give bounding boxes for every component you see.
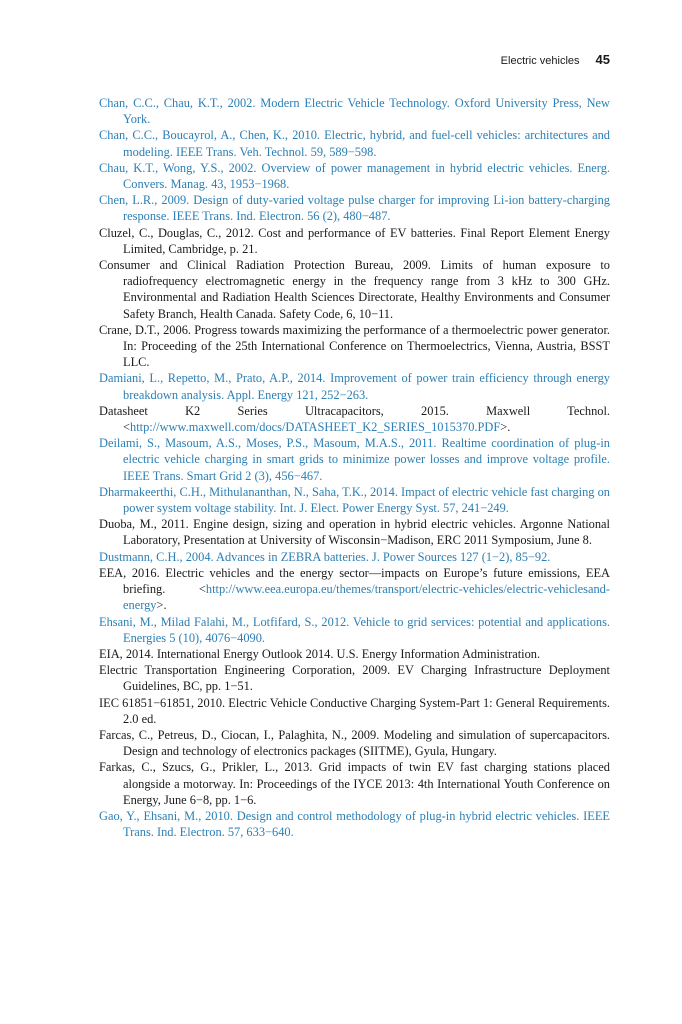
reference-text: Dustmann, C.H., 2004. Advances in ZEBRA batteries. J. Power Sources 127 (1−2), 85−92. (99, 549, 551, 564)
reference-text: Cluzel, C., Douglas, C., 2012. Cost and performance of EV batteries. Final Report Element Energy Limited, Cambridge, p. 21. (99, 225, 610, 256)
reference-item[interactable] (99, 549, 610, 565)
reference-text: Farkas, C., Szucs, G., Prikler, L., 2013. Grid impacts of twin EV fast charging stations placed alongside a motorway. In: Proceedings of the IYCE 2013: 4th International Youth Conference on Energy, June 6−8, pp. 1−6. (99, 760, 610, 807)
reference-item[interactable] (99, 435, 610, 484)
reference-text: Ehsani, M., Milad Falahi, M., Lotfifard, S., 2012. Vehicle to grid services: potential and applications. Energies 5 (10), 4076−4090. (99, 614, 610, 645)
reference-text: Duoba, M., 2011. Engine design, sizing and operation in hybrid electric vehicles. Argonne National Laboratory, Presentation at University of Wisconsin−Madison, ERC 2011 Symposium, June 8. (99, 517, 610, 548)
reference-text: EEA, 2016. Electric vehicles and the energy sector—impacts on Europe’s future emissions, EEA briefing. < (99, 565, 610, 597)
reference-text: Dharmakeerthi, C.H., Mithulananthan, N., Saha, T.K., 2014. Impact of electric vehicle fast charging on power system voltage stability. Int. J. Elect. Power Energy Syst. 57, 241−249. (99, 484, 610, 516)
reference-item[interactable] (99, 160, 610, 192)
reference-item[interactable] (99, 808, 610, 840)
reference-url-close: >. (500, 420, 511, 435)
page-number: 45 (595, 52, 610, 67)
reference-url-close: >. (156, 598, 167, 613)
reference-item (99, 759, 610, 808)
reference-url-link[interactable]: http://www.eea.europa.eu/themes/transport/electric-vehicles/electric-vehiclesand-energy (123, 582, 610, 613)
reference-text: Crane, D.T., 2006. Progress towards maximizing the performance of a thermoelectric power generator. In: Proceeding of the 25th International Conference on Thermoelectrics, Vienna, Austria, BSST LLC. (99, 322, 610, 370)
reference-item (99, 695, 610, 727)
reference-item (99, 516, 610, 548)
reference-item[interactable] (99, 370, 610, 402)
reference-text: Datasheet K2 Series Ultracapacitors, 2015. Maxwell Technol. < (99, 403, 610, 435)
reference-text: Chan, C.C., Chau, K.T., 2002. Modern Electric Vehicle Technology. Oxford University Press, New York. (99, 96, 610, 127)
reference-text: Gao, Y., Ehsani, M., 2010. Design and control methodology of plug-in hybrid electric vehicles. IEEE Trans. Ind. Electron. 57, 633−640. (99, 808, 610, 840)
reference-item[interactable] (99, 484, 610, 516)
running-title: Electric vehicles (500, 55, 580, 67)
reference-url-link[interactable]: http://www.maxwell.com/docs/DATASHEET_K2_SERIES_1015370.PDF (130, 420, 501, 435)
reference-text: Chan, C.C., Boucayrol, A., Chen, K., 2010. Electric, hybrid, and fuel-cell vehicles: architectures and modeling. IEEE Trans. Veh. Technol. 59, 589−598. (99, 128, 610, 159)
reference-item (99, 225, 610, 257)
reference-item[interactable] (99, 95, 610, 127)
reference-text: Consumer and Clinical Radiation Protection Bureau, 2009. Limits of human exposure to radiofrequency electromagnetic energy in the frequency range from 3 kHz to 300 GHz. Environmental and Radiation Health Sciences Directorate, Healthy Environments and Consumer Safety Branch, Health Canada. Safety Code, 6, 10−11. (99, 258, 610, 321)
reference-text: Farcas, C., Petreus, D., Ciocan, I., Palaghita, N., 2009. Modeling and simulation of supercapacitors. Design and technology of electronics packages (SIITME), Gyula, Hungary. (99, 727, 610, 759)
reference-text: Chen, L.R., 2009. Design of duty-varied voltage pulse charger for improving Li-ion battery-charging response. IEEE Trans. Ind. Electron. 56 (2), 480−487. (99, 193, 610, 224)
reference-text: IEC 61851−61851, 2010. Electric Vehicle Conductive Charging System-Part 1: General Requirements. 2.0 ed. (99, 695, 610, 726)
reference-item (99, 322, 610, 371)
reference-item (99, 257, 610, 322)
reference-item[interactable] (99, 192, 610, 224)
reference-list (99, 95, 610, 840)
reference-text: Chau, K.T., Wong, Y.S., 2002. Overview of power management in hybrid electric vehicles. Energ. Convers. Manag. 43, 1953−1968. (99, 160, 610, 192)
reference-text: EIA, 2014. International Energy Outlook 2014. U.S. Energy Information Administration. (99, 646, 541, 661)
reference-item[interactable] (99, 127, 610, 159)
reference-item (99, 727, 610, 759)
reference-item (99, 646, 610, 662)
reference-item (99, 403, 610, 435)
reference-text: Deilami, S., Masoum, A.S., Moses, P.S., Masoum, M.A.S., 2011. Realtime coordination of plug-in electric vehicle charging in smart grids to minimize power losses and improve voltage profile. IEEE Trans. Smart Grid 2 (3), 456−467. (99, 436, 610, 483)
reference-item (99, 565, 610, 614)
reference-item (99, 662, 610, 694)
page-header (501, 52, 610, 67)
reference-text: Electric Transportation Engineering Corporation, 2009. EV Charging Infrastructure Deployment Guidelines, BC, pp. 1−51. (99, 663, 610, 694)
reference-text: Damiani, L., Repetto, M., Prato, A.P., 2014. Improvement of power train efficiency through energy breakdown analysis. Appl. Energy 121, 252−263. (99, 371, 610, 402)
reference-item[interactable] (99, 614, 610, 646)
